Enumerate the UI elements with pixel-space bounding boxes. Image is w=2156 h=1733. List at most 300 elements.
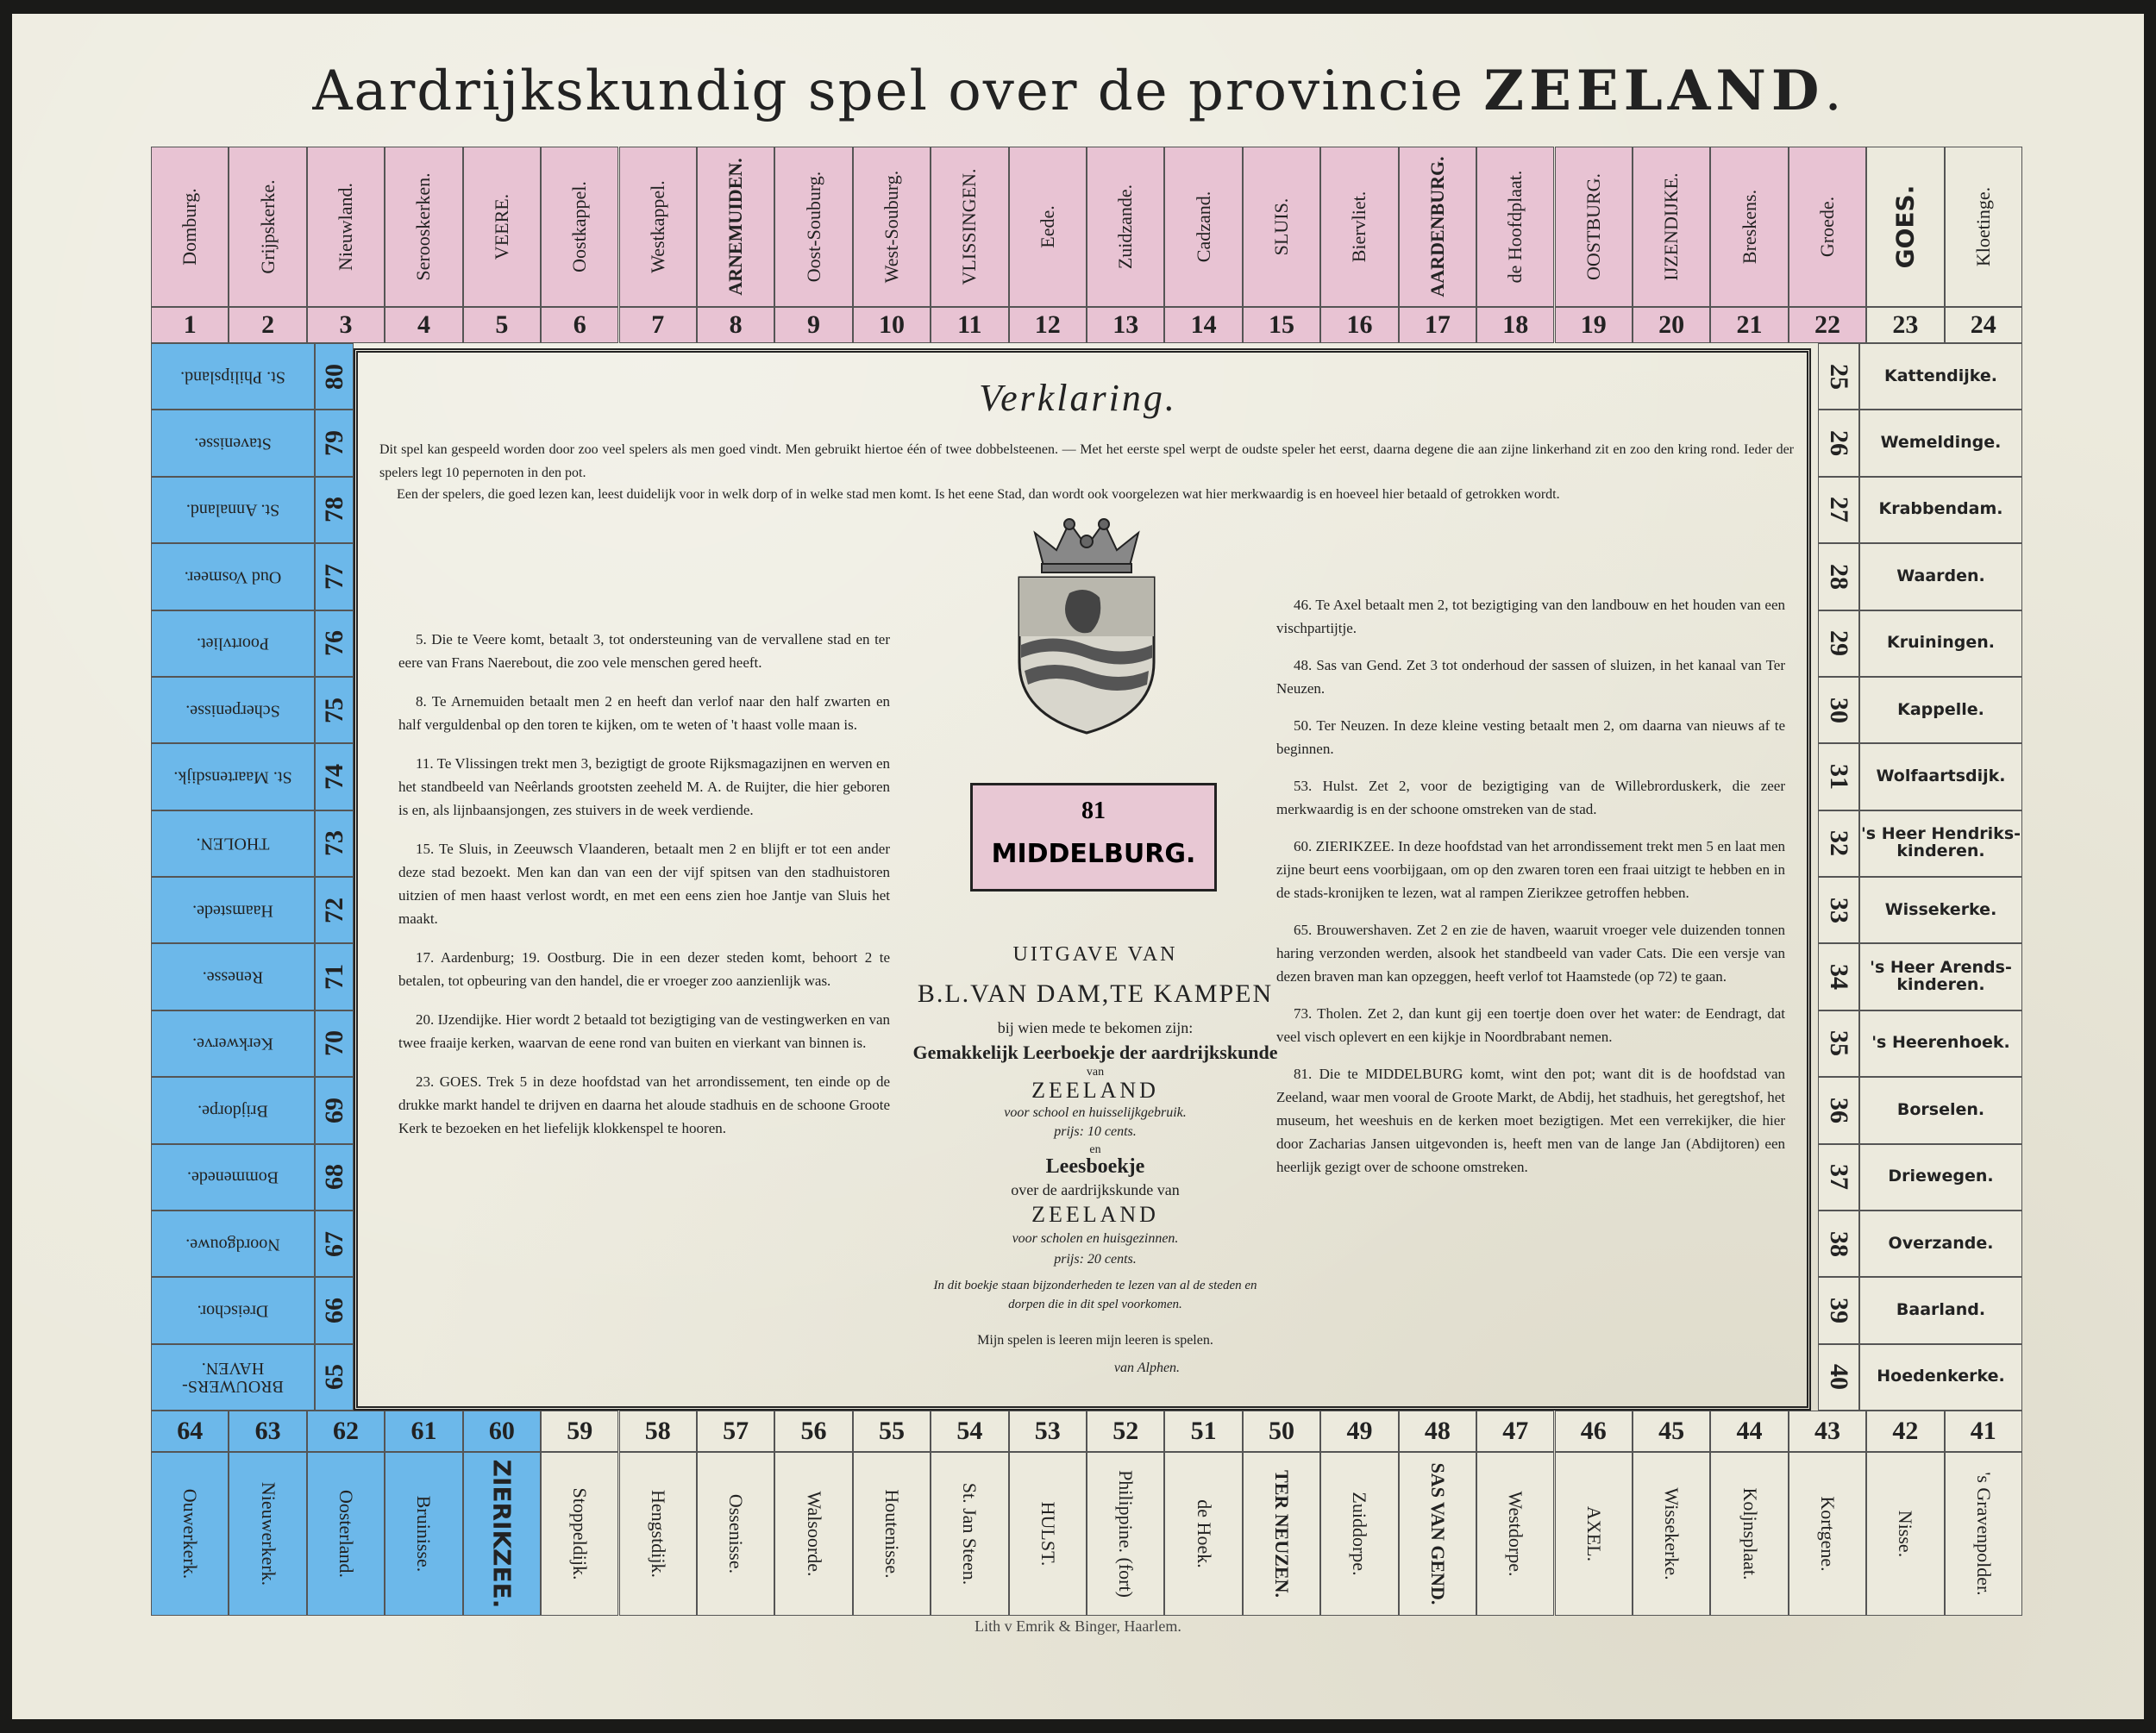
board-square-47[interactable] [1476, 1452, 1554, 1616]
board-square-46[interactable] [1555, 1452, 1633, 1616]
board-number-42 [1866, 1411, 1944, 1452]
board-number-46 [1555, 1411, 1633, 1452]
board-square-48[interactable] [1399, 1452, 1476, 1616]
square-number: 65 [319, 1364, 348, 1391]
publisher-line3: voor school en huisselijkgebruik. [1004, 1105, 1187, 1120]
rule-right-5: 65. Brouwershaven. Zet 2 en zie de haven, waaruit vroeger vele duizenden tonnen haring verzonden werden, alsook het standbeeld van vader Cats. Die een versje van dezen braven man kan opzeggen, heeft verlof tot Haamstede (op 72) te gaan. [1276, 922, 1785, 985]
board-number-32 [1818, 810, 1859, 877]
square-name: Groede. [1815, 196, 1838, 258]
board-square-67[interactable] [151, 1211, 315, 1277]
square-number: 53 [1034, 1417, 1061, 1445]
square-number: 62 [333, 1417, 360, 1445]
board-square-15[interactable] [1243, 147, 1320, 307]
square-number: 15 [1269, 310, 1295, 339]
publisher-zeeland-1: ZEELAND [1031, 1078, 1159, 1103]
publisher-name: B.L.VAN DAM,TE KAMPEN [917, 979, 1274, 1008]
board-square-36[interactable] [1859, 1077, 2022, 1143]
square-name: Wolfaartsdijk. [1876, 766, 2006, 785]
board-square-27[interactable] [1859, 477, 2022, 543]
board-number-59 [541, 1411, 618, 1452]
square-name: Zuidzande. [1114, 184, 1137, 270]
square-number: 14 [1190, 310, 1217, 339]
board-square-22[interactable] [1789, 147, 1866, 307]
board-square-12[interactable] [1009, 147, 1087, 307]
square-name: 's Heerenhoek. [1871, 1033, 2010, 1053]
square-name: Brijdorpe. [197, 1101, 268, 1121]
board-square-42[interactable] [1866, 1452, 1944, 1616]
square-number: 57 [723, 1417, 749, 1445]
square-name: 's Gravenpolder. [1972, 1472, 1995, 1596]
square-name: de Hoek. [1193, 1499, 1215, 1568]
square-name: Kappelle. [1897, 699, 1984, 719]
board-square-49[interactable] [1320, 1452, 1398, 1616]
board-square-61[interactable] [385, 1452, 462, 1616]
board-square-11[interactable] [931, 147, 1008, 307]
square-number: 17 [1424, 310, 1451, 339]
board-number-56 [774, 1411, 852, 1452]
square-name: Oosterland. [335, 1489, 358, 1579]
intro-paragraph-1: Dit spel kan gespeeld worden door zoo veel spelers als men goed vindt. Men gebruikt hiertoe één of twee dobbelsteenen. — Met het eerste spel werpt de oudste speler het eerst, daarna degene die aan zijne linkerhand zit en zoo den kring rond. Ieder der spelers legt 10 pepernoten in den pot. [379, 442, 1794, 480]
square-name: AARDENBURG. [1426, 156, 1448, 297]
board-number-77 [315, 543, 354, 610]
square-number: 42 [1892, 1417, 1919, 1445]
board-square-40[interactable] [1859, 1344, 2022, 1411]
board-number-67 [315, 1211, 354, 1277]
board-square-17[interactable] [1399, 147, 1476, 307]
rule-left-4: 17. Aardenburg; 19. Oostburg. Die in een dezer steden komt, behoort 2 te betalen, tot opbeuring van den handel, die er vroeger zoo aanzienlijk was. [398, 949, 890, 989]
board-square-68[interactable] [151, 1144, 315, 1211]
board-number-70 [315, 1010, 354, 1077]
board-square-9[interactable] [774, 147, 852, 307]
board-number-44 [1710, 1411, 1788, 1452]
publisher-line1: bij wien mede te bekomen zijn: [997, 1019, 1194, 1036]
publisher-leesboekje: Leesboekje [1045, 1155, 1145, 1178]
board-square-2[interactable] [229, 147, 306, 307]
board-square-78[interactable] [151, 477, 315, 543]
board-number-74 [315, 743, 354, 810]
square-number: 43 [1814, 1417, 1840, 1445]
square-name: Stoppeldijk. [569, 1487, 592, 1580]
square-number: 7 [651, 310, 665, 339]
square-name: Wissekerke. [1661, 1487, 1683, 1580]
publisher-note: In dit boekje staan bijzonderheden te lezen van al de steden en dorpen die in dit spel voorkomen. [933, 1279, 1257, 1311]
lithographer-imprint: Lith v Emrik & Binger, Haarlem. [975, 1617, 1181, 1635]
publisher-uitgave: UITGAVE VAN [1012, 943, 1178, 966]
board-number-18 [1476, 307, 1554, 343]
board-square-44[interactable] [1710, 1452, 1788, 1616]
board-square-43[interactable] [1789, 1452, 1866, 1616]
board-number-9 [774, 307, 852, 343]
board-number-53 [1009, 1411, 1087, 1452]
square-name: SAS VAN GEND. [1426, 1462, 1449, 1605]
board-square-5[interactable] [463, 147, 541, 307]
board-square-72[interactable] [151, 877, 315, 943]
board-square-28[interactable] [1859, 543, 2022, 610]
square-number: 2 [261, 310, 275, 339]
board-square-35[interactable] [1859, 1010, 2022, 1077]
square-number: 44 [1736, 1417, 1763, 1445]
board-square-65[interactable] [151, 1344, 315, 1411]
square-number: 28 [1825, 563, 1853, 590]
square-number: 38 [1825, 1230, 1853, 1257]
square-number: 23 [1892, 310, 1919, 339]
rule-right-1: 48. Sas van Gend. Zet 3 tot onderhoud der sassen of sluizen, in het kanaal van Ter Neuzen. [1276, 657, 1785, 697]
square-number: 40 [1825, 1364, 1853, 1391]
square-number: 51 [1190, 1417, 1217, 1445]
square-name: Kerkwerve. [192, 1034, 273, 1054]
board-number-19 [1555, 307, 1633, 343]
square-number: 5 [495, 310, 509, 339]
board-square-45[interactable] [1633, 1452, 1710, 1616]
board-square-75[interactable] [151, 677, 315, 743]
square-number: 4 [417, 310, 430, 339]
square-number: 37 [1825, 1164, 1853, 1191]
square-name: Poortvliet. [197, 634, 269, 654]
square-name: Renesse. [202, 967, 264, 987]
square-name: ARNEMUIDEN. [724, 158, 747, 296]
board-square-7[interactable] [619, 147, 697, 307]
verklaring-heading: Verklaring. [979, 377, 1177, 419]
board-square-71[interactable] [151, 943, 315, 1010]
board-square-4[interactable] [385, 147, 462, 307]
square-number: 48 [1424, 1417, 1451, 1445]
board-number-39 [1818, 1277, 1859, 1343]
square-name: Biervliet. [1348, 191, 1370, 263]
page-title: Aardrijkskundig spel over de provincie ZEELAND. [312, 59, 1844, 123]
board-square-1[interactable] [151, 147, 229, 307]
board-square-21[interactable] [1710, 147, 1788, 307]
square-name: Bruinisse. [413, 1495, 436, 1573]
square-name: Houtenisse. [881, 1489, 903, 1579]
board-square-52[interactable] [1087, 1452, 1164, 1616]
board-number-69 [315, 1077, 354, 1143]
board-number-3 [307, 307, 385, 343]
board-number-71 [315, 943, 354, 1010]
square-name: Bommenede. [186, 1167, 279, 1187]
board-square-57[interactable] [697, 1452, 774, 1616]
board-square-24[interactable] [1945, 147, 2022, 307]
board-number-73 [315, 810, 354, 877]
board-number-17 [1399, 307, 1476, 343]
square-name: Kruiningen. [1887, 633, 1995, 653]
board-square-53[interactable] [1009, 1452, 1087, 1616]
square-number: 39 [1825, 1297, 1853, 1323]
square-number: 16 [1346, 310, 1373, 339]
rule-left-0: 5. Die te Veere komt, betaalt 3, tot ondersteuning van de vervallene stad en ter eere van Frans Naerebout, die zoo vele menschen gered heeft. [398, 631, 890, 671]
square-name: Stavenisse. [194, 434, 272, 454]
square-number: 74 [319, 763, 348, 790]
publisher-line2: Gemakkelijk Leerboekje der aardrijkskunde [912, 1042, 1278, 1063]
board-square-3[interactable] [307, 147, 385, 307]
board-square-64[interactable] [151, 1452, 229, 1616]
square-number: 79 [319, 430, 348, 457]
board-square-58[interactable] [619, 1452, 697, 1616]
publisher-line5: voor scholen en huisgezinnen. [1012, 1231, 1179, 1246]
board-number-4 [385, 307, 462, 343]
board-number-31 [1818, 743, 1859, 810]
square-number: 70 [319, 1030, 348, 1057]
square-name: Noordgouwe. [185, 1235, 280, 1254]
publisher-zeeland-2: ZEELAND [1031, 1202, 1159, 1227]
board-square-41[interactable] [1945, 1452, 2022, 1616]
square-name: Scherpenisse. [185, 701, 280, 721]
board-number-64 [151, 1411, 229, 1452]
square-name: Oost-Souburg. [802, 171, 824, 283]
finish-square-number: 81 [1081, 798, 1106, 824]
board-square-10[interactable] [853, 147, 931, 307]
board-square-76[interactable] [151, 610, 315, 677]
square-number: 73 [319, 830, 348, 857]
board-number-21 [1710, 307, 1788, 343]
board-square-54[interactable] [931, 1452, 1008, 1616]
square-number: 49 [1346, 1417, 1373, 1445]
square-name: Hengstdijk. [647, 1489, 669, 1579]
square-number: 26 [1825, 430, 1853, 457]
board-number-11 [931, 307, 1008, 343]
square-number: 52 [1112, 1417, 1139, 1445]
square-number: 20 [1658, 310, 1685, 339]
square-name: VLISSINGEN. [958, 168, 981, 285]
board-number-76 [315, 610, 354, 677]
rule-right-0: 46. Te Axel betaalt men 2, tot bezigtiging van den landbouw en het houden van een vischpartijtje. [1276, 597, 1785, 636]
square-name: BROUWERS- HAVEN. [182, 1359, 284, 1397]
square-number: 75 [319, 697, 348, 723]
square-number: 71 [319, 964, 348, 991]
square-number: 76 [319, 630, 348, 657]
square-name: Driewegen. [1888, 1167, 1994, 1186]
board-square-74[interactable] [151, 743, 315, 810]
square-name: 's Heer Hendriks- kinderen. [1860, 824, 2021, 861]
square-number: 13 [1112, 310, 1139, 339]
square-number: 47 [1502, 1417, 1529, 1445]
board-square-60[interactable] [463, 1452, 541, 1616]
board-number-12 [1009, 307, 1087, 343]
square-name: St. Jan Steen. [959, 1482, 981, 1586]
square-number: 64 [177, 1417, 204, 1445]
board-number-51 [1164, 1411, 1242, 1452]
board-number-33 [1818, 877, 1859, 943]
square-number: 36 [1825, 1097, 1853, 1123]
square-name: THOLEN. [196, 834, 270, 854]
square-number: 55 [878, 1417, 905, 1445]
board-square-51[interactable] [1164, 1452, 1242, 1616]
square-number: 68 [319, 1164, 348, 1191]
square-name: Wissekerke. [1884, 899, 1997, 919]
board-number-66 [315, 1277, 354, 1343]
publisher-prijs-2: prijs: 20 cents. [1054, 1252, 1137, 1267]
board-number-15 [1243, 307, 1320, 343]
board-number-45 [1633, 1411, 1710, 1452]
square-number: 9 [807, 310, 821, 339]
square-number: 63 [254, 1417, 281, 1445]
board-number-30 [1818, 677, 1859, 743]
board-number-5 [463, 307, 541, 343]
board-number-10 [853, 307, 931, 343]
square-number: 56 [800, 1417, 827, 1445]
board-number-28 [1818, 543, 1859, 610]
square-number: 45 [1658, 1417, 1685, 1445]
square-number: 6 [573, 310, 586, 339]
rules-right-column [1276, 593, 1785, 1192]
board-square-33[interactable] [1859, 877, 2022, 943]
board-square-66[interactable] [151, 1277, 315, 1343]
square-name: Grijpskerke. [256, 179, 279, 274]
square-name: Hoedenkerke. [1877, 1367, 2005, 1386]
square-name: Baarland. [1896, 1299, 1986, 1319]
square-name: GOES. [1890, 185, 1920, 269]
board-square-73[interactable] [151, 810, 315, 877]
board-number-65 [315, 1344, 354, 1411]
board-number-22 [1789, 307, 1866, 343]
board-square-39[interactable] [1859, 1277, 2022, 1343]
board-square-62[interactable] [307, 1452, 385, 1616]
board-square-18[interactable] [1476, 147, 1554, 307]
rule-left-5: 20. IJzendijke. Hier wordt 2 betaald tot bezigtiging van de vestingwerken en van twee fraaije kerken, waarvan de eene rond van buiten en vierkant van binnen is. [398, 1011, 890, 1051]
square-name: Nieuwerkerk. [257, 1481, 279, 1586]
square-name: Kattendijke. [1884, 366, 1997, 385]
square-name: Kortgene. [1816, 1496, 1839, 1572]
board-number-41 [1945, 1411, 2022, 1452]
square-name: ZIERIKZEE. [487, 1459, 517, 1609]
board-square-19[interactable] [1555, 147, 1633, 307]
board-square-55[interactable] [853, 1452, 931, 1616]
square-name: Oostkappel. [568, 181, 591, 272]
board-square-37[interactable] [1859, 1144, 2022, 1211]
board-square-77[interactable] [151, 543, 315, 610]
board-square-59[interactable] [541, 1452, 618, 1616]
publisher-line4: over de aardrijkskunde van [1011, 1181, 1180, 1198]
square-name: AXEL. [1583, 1505, 1605, 1562]
square-number: 72 [319, 897, 348, 923]
board-square-6[interactable] [541, 147, 618, 307]
square-name: West-Souburg. [880, 170, 902, 284]
square-name: 's Heer Arends- kinderen. [1870, 958, 2012, 995]
square-name: Serooskerken. [412, 172, 435, 281]
board-square-31[interactable] [1859, 743, 2022, 810]
square-number: 25 [1825, 363, 1853, 390]
board-square-20[interactable] [1633, 147, 1710, 307]
square-number: 30 [1825, 697, 1853, 723]
rule-right-3: 53. Hulst. Zet 2, voor de bezigtiging van de Willebrorduskerk, die zeer merkwaardig is en der schoone omstreken van de stad. [1276, 778, 1785, 817]
board-square-30[interactable] [1859, 677, 2022, 743]
square-name: TER NEUZEN. [1271, 1470, 1294, 1598]
square-name: Waarden. [1896, 566, 1985, 585]
board-square-69[interactable] [151, 1077, 315, 1143]
square-number: 61 [411, 1417, 437, 1445]
board-square-13[interactable] [1087, 147, 1164, 307]
board-square-50[interactable] [1243, 1452, 1320, 1616]
square-number: 27 [1825, 497, 1853, 523]
finish-square-middelburg[interactable] [970, 783, 1217, 892]
intro-paragraph-2: Een der spelers, die goed lezen kan, leest duidelijk voor in welk dorp of in welke stad men komt. Is het eene Stad, dan wordt ook voorgelezen wat hier merkwaardig is en hoeveel hier betaald of getrokken wordt. [397, 487, 1560, 502]
board-number-37 [1818, 1144, 1859, 1211]
square-name: Westdorpe. [1505, 1491, 1527, 1577]
square-name: Koljnsplaat. [1739, 1487, 1761, 1580]
square-number: 46 [1580, 1417, 1607, 1445]
square-name: Wemeldinge. [1880, 433, 2002, 453]
rule-right-7: 81. Die te MIDDELBURG komt, wint den pot; want dit is de hoofdstad van Zeeland, waar men vooral de Groote Markt, de Abdij, het stadhuis, het geregtshof, het museum, het weeshuis en de kerken moet bezigtigen. Met een verrekijker, die hier door Zacharias Jansen uitgevonden is, heeft men van de lange Jan (Abdijtoren) een heerlijk gezigt over de schoone omstreken. [1276, 1066, 1785, 1175]
square-number: 12 [1034, 310, 1061, 339]
square-number: 34 [1825, 964, 1853, 991]
square-name: SLUIS. [1270, 197, 1293, 256]
board-number-47 [1476, 1411, 1554, 1452]
board-number-29 [1818, 610, 1859, 677]
rule-left-3: 15. Te Sluis, in Zeeuwsch Vlaanderen, betaalt men 2 en blijft er tot een ander deze stad bezoekt. Men kan dan van een der vijf spitsen van den stadhuistoren uitzien of men haast verlost wordt, en met een eens zien hoe Jantje van Sluis het maakt. [398, 841, 890, 927]
board-number-63 [229, 1411, 306, 1452]
board-square-29[interactable] [1859, 610, 2022, 677]
board-number-61 [385, 1411, 462, 1452]
rule-right-6: 73. Tholen. Zet 2, dan kunt gij een toertje doen over het water: de Eendragt, dat veel visch oplevert en een kijkje in Noordbrabant nemen. [1276, 1005, 1785, 1045]
square-number: 80 [319, 363, 348, 390]
board-number-14 [1164, 307, 1242, 343]
board-number-7 [619, 307, 697, 343]
rule-left-2: 11. Te Vlissingen trekt men 3, bezigtigt de groote Rijksmagazijnen en werven en het standbeeld van Neêrlands grootsten zeeheld M. A. de Ruijter, die hier geboren is en, als lijnbaansjongen, zes stuivers in de week verdiende. [398, 755, 890, 818]
square-number: 33 [1825, 897, 1853, 923]
square-name: de Hoofdplaat. [1504, 170, 1526, 284]
publisher-prijs-1: prijs: 10 cents. [1054, 1124, 1137, 1139]
square-number: 24 [1970, 310, 1996, 339]
square-name: Westkappel. [646, 180, 668, 273]
board-square-63[interactable] [229, 1452, 306, 1616]
board-number-43 [1789, 1411, 1866, 1452]
board-square-34[interactable] [1859, 943, 2022, 1010]
square-number: 31 [1825, 763, 1853, 790]
square-name: HULST. [1037, 1501, 1059, 1567]
square-number: 77 [319, 563, 348, 590]
square-number: 29 [1825, 630, 1853, 657]
board-square-32[interactable] [1859, 810, 2022, 877]
board-number-60 [463, 1411, 541, 1452]
square-number: 8 [729, 310, 743, 339]
board-square-56[interactable] [774, 1452, 852, 1616]
finish-square-name: MIDDELBURG. [991, 839, 1196, 869]
publisher-motto: Mijn spelen is leeren mijn leeren is spelen. [977, 1333, 1213, 1348]
board-number-1 [151, 307, 229, 343]
board-number-52 [1087, 1411, 1164, 1452]
board-number-68 [315, 1144, 354, 1211]
board-number-57 [697, 1411, 774, 1452]
board-square-8[interactable] [697, 147, 774, 307]
board-square-23[interactable] [1866, 147, 1944, 307]
square-name: Krabbendam. [1878, 499, 2003, 519]
square-name: Kloetinge. [1971, 186, 1994, 267]
board-number-13 [1087, 307, 1164, 343]
square-name: Oud Vosmeer. [184, 567, 282, 587]
square-name: Ossenisse. [725, 1493, 748, 1574]
board-number-62 [307, 1411, 385, 1452]
board-square-14[interactable] [1164, 147, 1242, 307]
board-number-49 [1320, 1411, 1398, 1452]
board-number-54 [931, 1411, 1008, 1452]
rule-right-4: 60. ZIERIKZEE. In deze hoofdstad van het arrondissement trekt men 5 en laat men zijne beurt eens voorbijgaan, om op den zwaren toren een fraai uitzigt te hebben en in de stads-kronijken te lezen, wat al rampen Zierikzee getroffen hebben. [1276, 838, 1785, 901]
board-number-38 [1818, 1211, 1859, 1277]
board-number-58 [619, 1411, 697, 1452]
board-square-70[interactable] [151, 1010, 315, 1077]
square-name: Haamstede. [192, 901, 273, 921]
board-square-38[interactable] [1859, 1211, 2022, 1277]
square-name: Breskens. [1738, 189, 1760, 265]
board-number-16 [1320, 307, 1398, 343]
square-number: 50 [1269, 1417, 1295, 1445]
board-number-24 [1945, 307, 2022, 343]
square-name: Ouwerkerk. [179, 1488, 202, 1580]
square-number: 66 [319, 1297, 348, 1323]
square-number: 10 [878, 310, 905, 339]
board-square-16[interactable] [1320, 147, 1398, 307]
square-name: Domburg. [179, 188, 201, 266]
square-name: Dreischor. [197, 1301, 269, 1321]
publisher-van: van [1086, 1066, 1105, 1079]
